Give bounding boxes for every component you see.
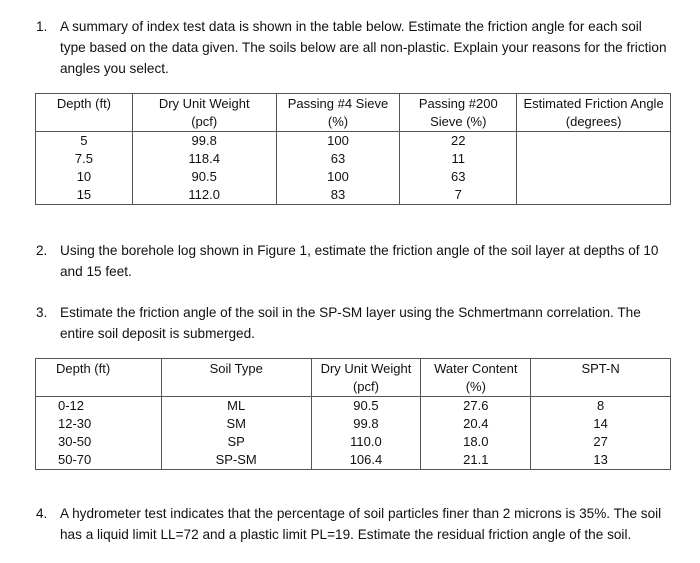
question-text-line: has a liquid limit LL=72 and a plastic limit PL=19. Estimate the residual friction angle of the soil.: [60, 527, 632, 542]
table-cell: 90.5: [132, 168, 276, 186]
header-spt-n: SPT-N: [531, 359, 671, 397]
table-cell: 20.4: [421, 415, 531, 433]
question-number: 4.: [36, 506, 48, 521]
table-cell: 99.8: [132, 132, 276, 151]
question-text-line: Estimate the friction angle of the soil in the SP-SM layer using the Schmertmann correlation. The: [60, 305, 641, 320]
question-text-line: A summary of index test data is shown in the table below. Estimate the friction angle for each soil: [60, 19, 642, 34]
table-cell: 30-50: [36, 433, 162, 451]
header-passing-200: Passing #200 Sieve (%): [400, 94, 517, 132]
table-row: [36, 150, 671, 168]
table-cell: SP-SM: [161, 451, 311, 470]
header-passing-4: Passing #4 Sieve (%): [276, 94, 400, 132]
header-depth: Depth (ft): [36, 94, 133, 132]
question-text-line: Using the borehole log shown in Figure 1, estimate the friction angle of the soil layer at depths of 10: [60, 243, 659, 258]
question-text-line: entire soil deposit is submerged.: [60, 326, 255, 341]
question-number: 3.: [36, 305, 48, 320]
table-cell: 112.0: [132, 186, 276, 205]
table-cell: 100: [276, 132, 400, 151]
table-cell: 13: [531, 451, 671, 470]
table-cell: 106.4: [311, 451, 421, 470]
question-number: 2.: [36, 243, 48, 258]
question-text-line: A hydrometer test indicates that the percentage of soil particles finer than 2 microns is 35%. The soil: [60, 506, 662, 521]
table-cell: 21.1: [421, 451, 531, 470]
table-cell: 12-30: [36, 415, 162, 433]
question-text-line: angles you select.: [60, 61, 169, 76]
table-cell: 7: [400, 186, 517, 205]
table-cell: 14: [531, 415, 671, 433]
header-depth: Depth (ft): [36, 359, 162, 397]
table-row: [36, 186, 671, 205]
question-text-line: type based on the data given. The soils below are all non-plastic. Explain your reasons for the friction: [60, 40, 667, 55]
table-cell: SP: [161, 433, 311, 451]
header-friction-angle: Estimated Friction Angle (degrees): [517, 94, 671, 132]
table-header-row: [36, 359, 671, 397]
table-cell: 63: [276, 150, 400, 168]
header-water-content: Water Content (%): [421, 359, 531, 397]
table-cell: 0-12: [36, 397, 162, 416]
table-cell: 10: [36, 168, 133, 186]
table-cell: [517, 150, 671, 168]
table-cell: 8: [531, 397, 671, 416]
table-row: [36, 168, 671, 186]
table-row: [36, 132, 671, 151]
table-row: [36, 451, 671, 470]
table-cell: [517, 132, 671, 151]
table-header-row: [36, 94, 671, 132]
header-dry-unit-weight: Dry Unit Weight (pcf): [311, 359, 421, 397]
question-text-line: and 15 feet.: [60, 264, 132, 279]
table-cell: SM: [161, 415, 311, 433]
question-number: 1.: [36, 19, 48, 34]
table-cell: 5: [36, 132, 133, 151]
table-cell: 99.8: [311, 415, 421, 433]
table-cell: [517, 168, 671, 186]
table-row: [36, 397, 671, 416]
header-soil-type: Soil Type: [161, 359, 311, 397]
table-cell: 22: [400, 132, 517, 151]
table-cell: 7.5: [36, 150, 133, 168]
table-row: [36, 433, 671, 451]
table-cell: 90.5: [311, 397, 421, 416]
table-cell: 118.4: [132, 150, 276, 168]
header-dry-unit-weight: Dry Unit Weight (pcf): [132, 94, 276, 132]
table-cell: 15: [36, 186, 133, 205]
table-cell: 11: [400, 150, 517, 168]
table-cell: 100: [276, 168, 400, 186]
table-cell: 50-70: [36, 451, 162, 470]
table-cell: 18.0: [421, 433, 531, 451]
table-cell: ML: [161, 397, 311, 416]
table-cell: 27.6: [421, 397, 531, 416]
table-cell: 110.0: [311, 433, 421, 451]
table-cell: 83: [276, 186, 400, 205]
table-cell: [517, 186, 671, 205]
table-row: [36, 415, 671, 433]
table-cell: 27: [531, 433, 671, 451]
table-cell: 63: [400, 168, 517, 186]
soil-profile-table: [35, 358, 671, 470]
index-test-table: [35, 93, 671, 205]
